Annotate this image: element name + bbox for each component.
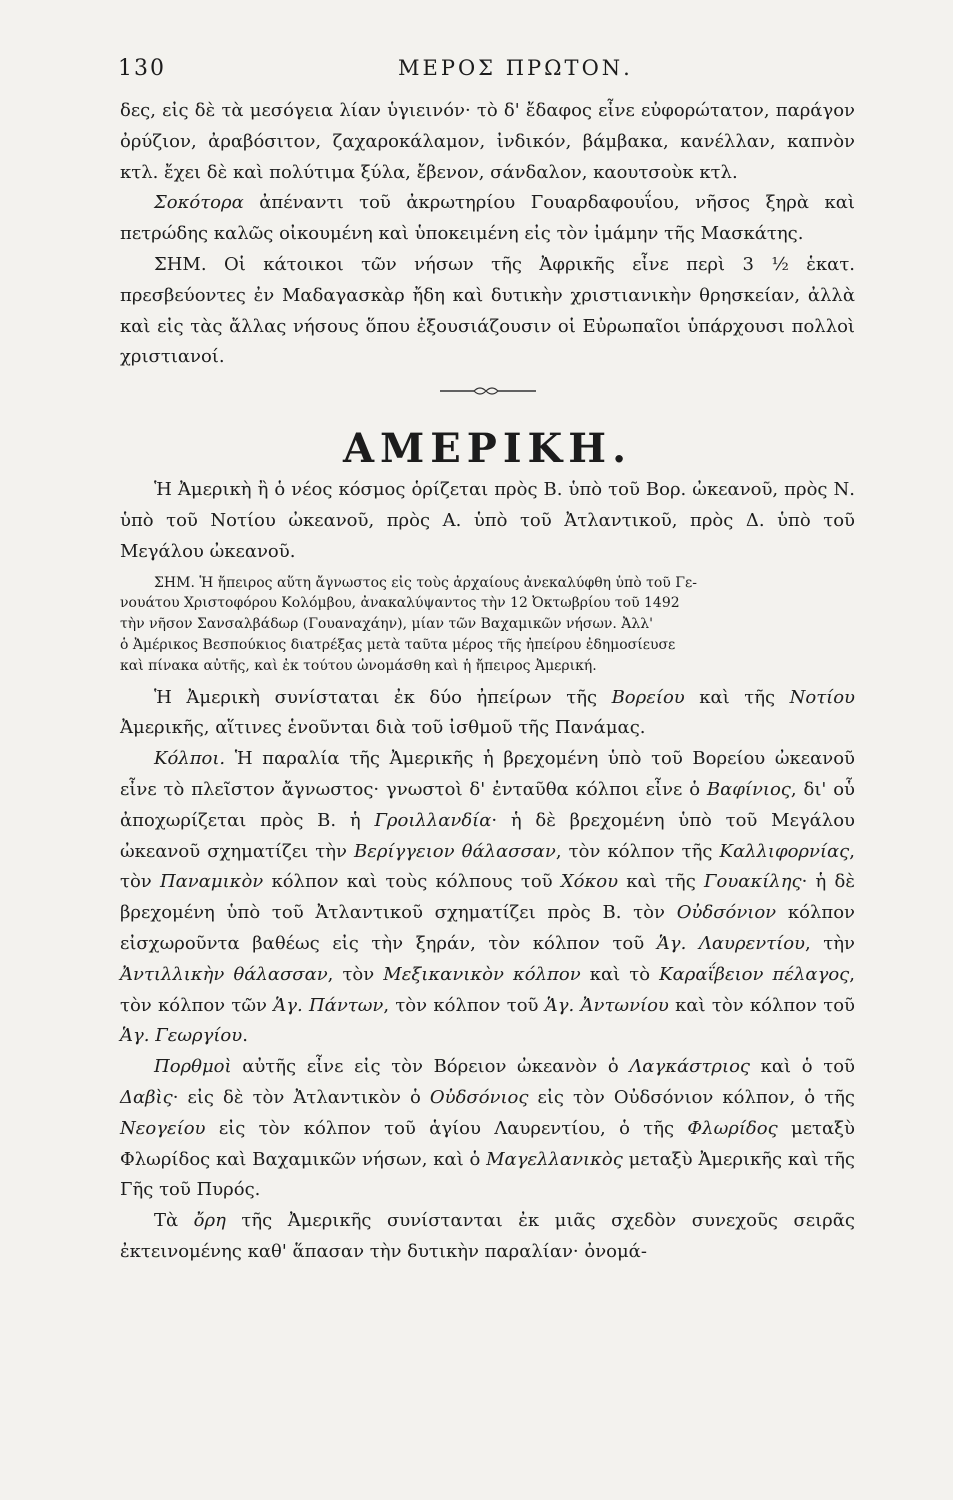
- section-heading: ΑΜΕΡΙΚΗ.: [342, 425, 633, 473]
- place-name: Νεογείου: [120, 1117, 206, 1139]
- text-run: , τὸν: [120, 840, 855, 893]
- text-run: .: [242, 1025, 248, 1047]
- page-body: [120, 96, 855, 1268]
- text-run: καὶ τῆς: [684, 686, 790, 708]
- place-name: Βερίγγειον θάλασσαν: [354, 840, 556, 862]
- running-title: ΜΕΡΟΣ ΠΡΩΤΟΝ.: [398, 56, 633, 80]
- place-name: Δαβὶς: [120, 1086, 173, 1108]
- note-line: τὴν νῆσον Σανσαλβάδωρ (Γουαναχάην), μίαν τῶν Βαχαμικῶν νήσων. Ἀλλ': [120, 616, 653, 633]
- text-run: , τὸν: [327, 963, 384, 985]
- text-run: καὶ ὁ τοῦ: [750, 1056, 855, 1078]
- text-run: , τὸν κόλπον τῶν: [120, 963, 855, 1016]
- place-name: Οὐδσόνιος: [429, 1086, 529, 1108]
- paragraph-mountains: [120, 1206, 855, 1268]
- place-name: Ἁγ. Πάντων: [273, 994, 384, 1016]
- text-run: · ἡ δὲ βρεχομένη ὑπὸ τοῦ Μεγάλου ὠκεανοῦ σχηματίζει τὴν: [120, 809, 855, 862]
- place-name: Γροιλλανδία: [374, 809, 492, 831]
- text-run: εἰς τὸν Οὐδσόνιον κόλπον, ὁ τῆς: [528, 1086, 855, 1108]
- text-run: , τὴν: [804, 932, 855, 954]
- place-name: Χόκου: [560, 871, 619, 893]
- text-run: Ἀμερικῆς, αἵτινες ἑνοῦνται διὰ τοῦ ἰσθμοῦ τῆς Πανάμας.: [120, 717, 646, 739]
- label-straits: Πορθμοὶ: [154, 1056, 232, 1078]
- page-number: 130: [118, 56, 166, 81]
- text-run: · εἰς δὲ τὸν Ἀτλαντικὸν ὁ: [172, 1086, 430, 1108]
- note-columbus: [120, 573, 855, 677]
- place-name: Μεξικανικὸν κόλπον: [383, 963, 581, 985]
- paragraph-straits: [120, 1052, 855, 1206]
- place-name: Φλωρίδος: [687, 1117, 778, 1139]
- fleuron-ornament-icon: [438, 384, 538, 398]
- term-south: Νοτίου: [789, 686, 855, 708]
- place-name: Οὐδσόνιον: [676, 902, 777, 924]
- text-run: Ἡ παραλία τῆς Ἀμερικῆς ἡ βρεχομένη ὑπὸ τοῦ Βορείου ὠκεανοῦ εἶνε τὸ πλεῖστον ἄγνωστος· γνωστοὶ δ' ἐνταῦθα κόλποι εἶνε ὁ: [120, 748, 855, 800]
- text-run: καὶ τὸν κόλπον τοῦ: [668, 994, 855, 1016]
- note-line: ὁ Ἀμέρικος Βεσπούκιος διατρέξας μετὰ ταῦτα μέρος τῆς ἠπείρου ἐδημοσίευσε: [120, 636, 676, 653]
- text-run: Ἡ Ἀμερικὴ συνίσταται ἐκ δύο ἠπείρων τῆς: [154, 686, 612, 708]
- text-run: καὶ τὸ: [580, 963, 660, 985]
- text-run: , δι' οὗ ἀποχωρίζεται πρὸς Β. ἡ: [120, 778, 855, 831]
- text-run: · ἡ δὲ βρεχομένη ὑπὸ τοῦ Ἀτλαντικοῦ σχηματίζει πρὸς Β. τὸν: [120, 871, 856, 924]
- label-mountains: ὄρη: [193, 1210, 226, 1232]
- place-name: Καραΐβειον πέλαγος: [659, 963, 850, 985]
- place-name: Λαγκάστριος: [629, 1056, 750, 1078]
- paragraph-continuation: δες, εἰς δὲ τὰ μεσόγεια λίαν ὑγιεινόν· τὸ δ' ἔδαφος εἶνε εὐφορώτατον, παράγον ὀρύζιον, ἀραβόσιτον, ζαχαροκάλαμον, ἰνδικόν, βάμβακα, κανέλλαν, καπνὸν κτλ. ἔχει δὲ καὶ πολύτιμα ξύλα, ἔβενον, σάνδαλον, καουτσοὺκ κτλ.: [120, 100, 855, 183]
- text-run: κόλπον εἰσχωροῦντα βαθέως εἰς τὴν ξηράν, τὸν κόλπον τοῦ: [120, 902, 855, 954]
- place-name: Ἁγ. Ἀντωνίου: [544, 994, 669, 1016]
- text-run: , τὸν κόλπον τοῦ: [383, 994, 545, 1016]
- place-sokotora: Σοκότορα: [154, 192, 244, 214]
- paragraph-gulfs: [120, 744, 855, 1052]
- paragraph-continents: [120, 683, 855, 745]
- text-run: μεταξὺ Φλωρίδος καὶ Βαχαμικῶν νήσων, καὶ ὁ: [120, 1117, 855, 1170]
- place-name: Ἁγ. Λαυρεντίου: [656, 932, 805, 954]
- text-run: εἰς τὸν κόλπον τοῦ ἁγίου Λαυρεντίου, ὁ τῆς: [205, 1117, 688, 1139]
- paragraph-sokotora: [120, 188, 855, 250]
- text-run: Τὰ: [154, 1210, 194, 1232]
- paragraph-america-intro: Ἡ Ἀμερικὴ ἢ ὁ νέος κόσμος ὁρίζεται πρὸς Β. ὑπὸ τοῦ Βορ. ὠκεανοῦ, πρὸς Ν. ὑπὸ τοῦ Νοτίου ὠκεανοῦ, πρὸς Α. ὑπὸ τοῦ Ἀτλαντικοῦ, πρὸς Δ. ὑπὸ τοῦ Μεγάλου ὠκεανοῦ.: [120, 479, 855, 562]
- label-gulfs: Κόλποι.: [154, 748, 226, 770]
- text-run: μεταξὺ Ἀμερικῆς καὶ τῆς Γῆς τοῦ Πυρός.: [120, 1148, 855, 1201]
- text-run: κόλπον καὶ τοὺς κόλπους τοῦ: [263, 871, 561, 893]
- note-line: ΣΗΜ. Ἡ ἤπειρος αὕτη ἄγνωστος εἰς τοὺς ἀρχαίους ἀνεκαλύφθη ὑπὸ τοῦ Γε-: [154, 574, 697, 591]
- text-run: , τὸν κόλπον τῆς: [555, 840, 720, 862]
- page-header: [118, 56, 858, 86]
- place-name: Γουακίλης: [704, 871, 802, 893]
- text-run: καὶ τῆς: [618, 871, 705, 893]
- place-name: Μαγελλανικὸς: [486, 1148, 623, 1170]
- place-name: Βαφίνιος: [706, 778, 791, 800]
- text-run: τῆς Ἀμερικῆς συνίστανται ἐκ μιᾶς σχεδὸν συνεχοῦς σειρᾶς ἐκτεινομένης καθ' ἅπασαν τὴν δυτικὴν παραλίαν· ὀνομά-: [120, 1210, 855, 1262]
- place-name: Καλλιφορνίας: [719, 840, 850, 862]
- text-run: αὐτῆς εἶνε εἰς τὸν Βόρειον ὠκεανὸν ὁ: [231, 1056, 630, 1078]
- note-line: καὶ πίνακα αὐτῆς, καὶ ἐκ τούτου ὠνομάσθη καὶ ἡ ἤπειρος Ἀμερική.: [120, 657, 597, 674]
- note-line: νουάτου Χριστοφόρου Κολόμβου, ἀνακαλύψαντος τὴν 12 Ὀκτωβρίου τοῦ 1492: [120, 595, 680, 612]
- place-name: Ἁγ. Γεωργίου: [120, 1025, 243, 1047]
- place-name: Ἀντιλλικὴν θάλασσαν: [120, 963, 328, 985]
- sokotora-text: ἀπέναντι τοῦ ἀκρωτηρίου Γουαρδαφουΐου, νῆσος ξηρὰ καὶ πετρώδης καλῶς οἰκουμένη καὶ ὑποκειμένη εἰς τὸν ἰμάμην τῆς Μασκάτης.: [120, 192, 855, 245]
- term-north: Βορείου: [611, 686, 685, 708]
- section-divider: [120, 373, 855, 423]
- place-name: Παναμικὸν: [159, 871, 264, 893]
- note-africa: ΣΗΜ. Οἱ κάτοικοι τῶν νήσων τῆς Ἀφρικῆς εἶνε περὶ 3 ½ ἑκατ. πρεσβεύοντες ἐν Μαδαγασκὰρ ἤδη καὶ δυτικὴν χριστιανικὴν θρησκείαν, ἀλλὰ καὶ εἰς τὰς ἄλλας νήσους ὅπου ἐξουσιάζουσιν οἱ Εὐρωπαῖοι ὑπάρχουσι πολλοὶ χριστιανοί.: [120, 253, 855, 368]
